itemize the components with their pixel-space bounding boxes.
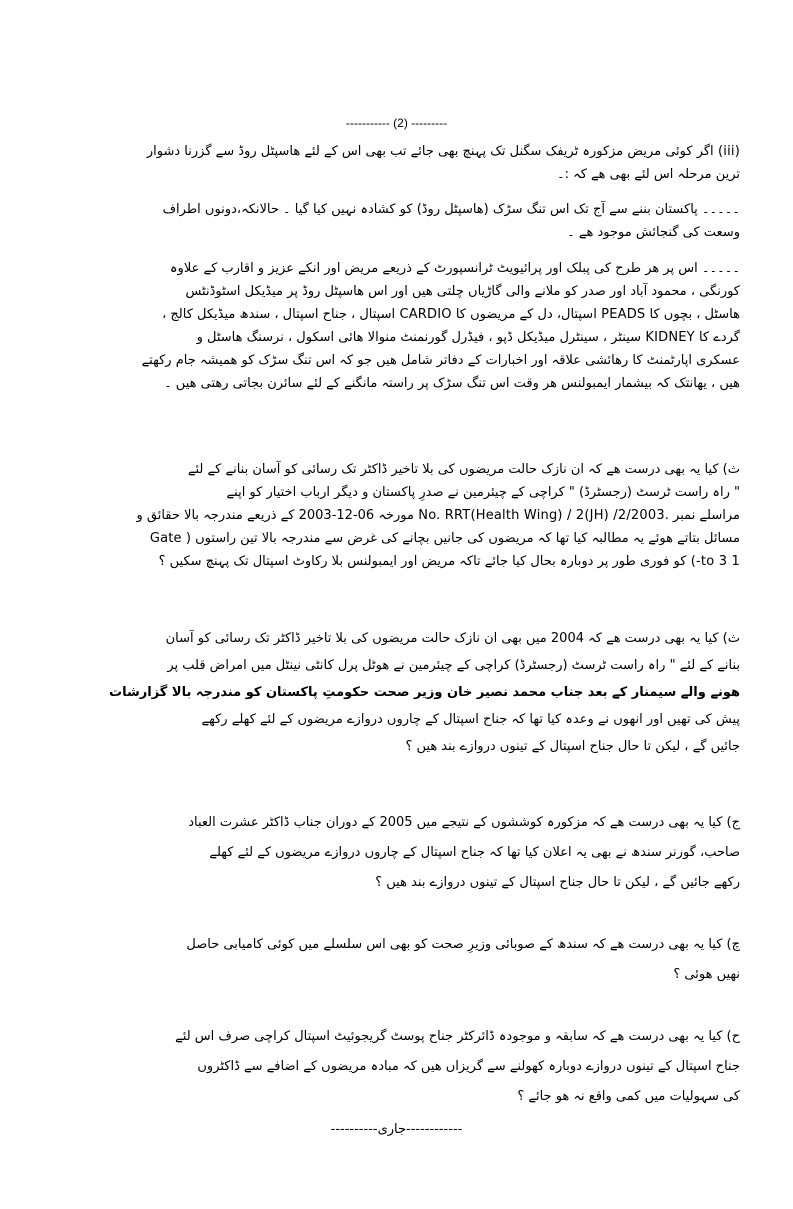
text-line: ھیں ، یھانتک کہ بیشمار ایمبولنس ھر وقت اس تنگ سڑک پر راستہ مانگنے کے لئے سائرن بجاتی رھتی ھیں ۔ — [164, 376, 740, 391]
paragraph-he — [30, 1022, 740, 1112]
text-line: کورنگی ، محمود آباد اور صدر کو ملانے والی گاڑیاں چلتی ھیں اور اس ھاسپٹل روڈ پر میڈیکل اسٹوڈنٹس — [185, 284, 740, 299]
text-line: نھیں ھوئی ؟ — [673, 967, 740, 982]
paragraph-che — [30, 930, 740, 990]
text-line: مراسلے نمبر .No. RRT(Health Wing) / 2(JH) /2/2003 مورخہ 06-12-2003 کے ذریعے مندرجہ بالا حقائق و — [136, 508, 740, 523]
text-line: ترین مرحلہ اس لئے بھی ھے کہ :۔ — [556, 167, 740, 182]
paragraph-se-2004 — [30, 625, 740, 760]
text-line: " راہ راست ٹرسٹ (رجسٹرڈ) " کراچی کے چیئرمین نے صدرِ پاکستان و دیگر ارباب اختیار کو اپنے — [226, 485, 740, 500]
text-line: کی سہولیات میں کمی واقع نہ ھو جائے ؟ — [517, 1089, 740, 1104]
text-line: جناح اسپتال کے تینوں دروازے دوبارہ کھولنے سے گریزاں ھیں کہ مبادہ مریضوں کے اضافے سے ڈاکٹروں — [197, 1059, 740, 1074]
text-line: ث) کیا یہ بھی درست ھے کہ 2004 میں بھی ان نازک حالت مریضوں کی بلا تاخیر ڈاکٹر تک رسائی کو آسان — [165, 631, 740, 646]
text-line: چ) کیا یہ بھی درست ھے کہ سندھ کے صوبائی وزیرِ صحت کو بھی اس سلسلے میں کوئی کامیابی حاصل — [186, 937, 740, 952]
paragraph-jeem — [30, 808, 740, 898]
text-line: ھاسٹل ، بچوں کا PEADS اسپتال، دل کے مریضوں کا CARDIO اسپتال ، جناح اسپتال ، سندھ میڈیکل کالج ، — [162, 307, 740, 322]
text-line: رکھے جائیں گے ، لیکن تا حال جناح اسپتال کے تینوں دروازے بند ھیں ؟ — [375, 875, 740, 890]
page-number: ----------- (2) --------- — [345, 116, 448, 130]
paragraph-traffic — [30, 257, 740, 395]
text-line: ۔۔۔۔۔ پاکستان بننے سے آج تک اس تنگ سڑک (ھاسپٹل روڈ) کو کشادہ نہیں کیا گیا ۔ حالانکہ،دونوں اطراف — [162, 202, 740, 217]
text-line: بنانے کے لئے " راہ راست ٹرسٹ (رجسٹرڈ) کراچی کے چیئرمین نے ھوٹل پرل کانٹی نینٹل میں امراض قلب پر — [167, 658, 740, 673]
text-line: ث) کیا یہ بھی درست ھے کہ ان نازک حالت مریضوں کی بلا تاخیر ڈاکٹر تک رسائی کو آسان بنانے کے لئے — [187, 462, 740, 477]
text-line: جائیں گے ، لیکن تا حال جناح اسپتال کے تینوں دروازے بند ھیں ؟ — [405, 739, 740, 754]
text-line: وسعت کی گنجائش موجود ھے ۔ — [567, 225, 740, 240]
text-line: عسکری اپارٹمنٹ کا رھائشی علاقہ اور اخبارات کے دفاتر شامل ھیں جو کہ اس تنگ سڑک کو ھمیشہ جام رکھتے — [141, 353, 740, 368]
text-line: 1 to 3-) کو فوری طور پر دوبارہ بحال کیا جائے تاکہ مریض اور ایمبولنس بلا رکاوٹ اسپتال تک پہنچ سکیں ؟ — [158, 554, 740, 569]
paragraph-se — [30, 458, 740, 573]
paragraph-pakistan — [30, 198, 740, 244]
text-line: گردے کا KIDNEY سینٹر ، سینٹرل میڈیکل ڈپو ، فیڈرل گورنمنٹ منوالا ھائی اسکول ، نرسنگ ھاسٹل و — [196, 330, 740, 345]
continued-footer: ----------جاری------------ — [330, 1122, 463, 1137]
text-line: ۔۔۔۔۔ اس پر ھر طرح کی پبلک اور پرائیویٹ ٹرانسپورٹ کے ذریعے مریض اور انکے عزیز و اقارب کے علاوہ — [169, 261, 740, 276]
text-line: ح) کیا یہ بھی درست ھے کہ سابقہ و موجودہ ڈائرکٹر جناح پوسٹ گریجوئیٹ اسپتال کراچی صرف اس لئے — [175, 1029, 740, 1044]
text-line: ج) کیا یہ بھی درست ھے کہ مزکورہ کوششوں کے نتیجے میں 2005 کے دوران جناب ڈاکٹر عشرت العباد — [188, 815, 740, 830]
text-line: صاحب، گورنر سندھ نے بھی یہ اعلان کیا تھا کہ جناح اسپتال کے چاروں دروازے مریضوں کے لئے کھلے — [209, 845, 740, 860]
paragraph-iii — [30, 140, 740, 186]
text-line: (iii) اگر کوئی مریض مزکورہ ٹریفک سگنل تک پہنچ بھی جائے تب بھی اس کے لئے ھاسپٹل روڈ سے گزرنا دشوار — [146, 144, 740, 159]
text-line: ھونے والے سیمنار کے بعد جناب محمد نصیر خان وزیر صحت حکومتِ پاکستان کو مندرجہ بالا گزارشات — [109, 685, 740, 700]
text-line: مسائل بتاتے ھوئے یہ مطالبہ کیا تھا کہ مریضوں کی جانیں بچانے کی غرض سے مندرجہ بالا تین راستوں ( Gate — [149, 531, 740, 546]
text-line: پیش کی تھیں اور انھوں نے وعدہ کیا تھا کہ جناح اسپتال کے چاروں دروازے مریضوں کے لئے کھلے رکھے — [201, 712, 740, 727]
